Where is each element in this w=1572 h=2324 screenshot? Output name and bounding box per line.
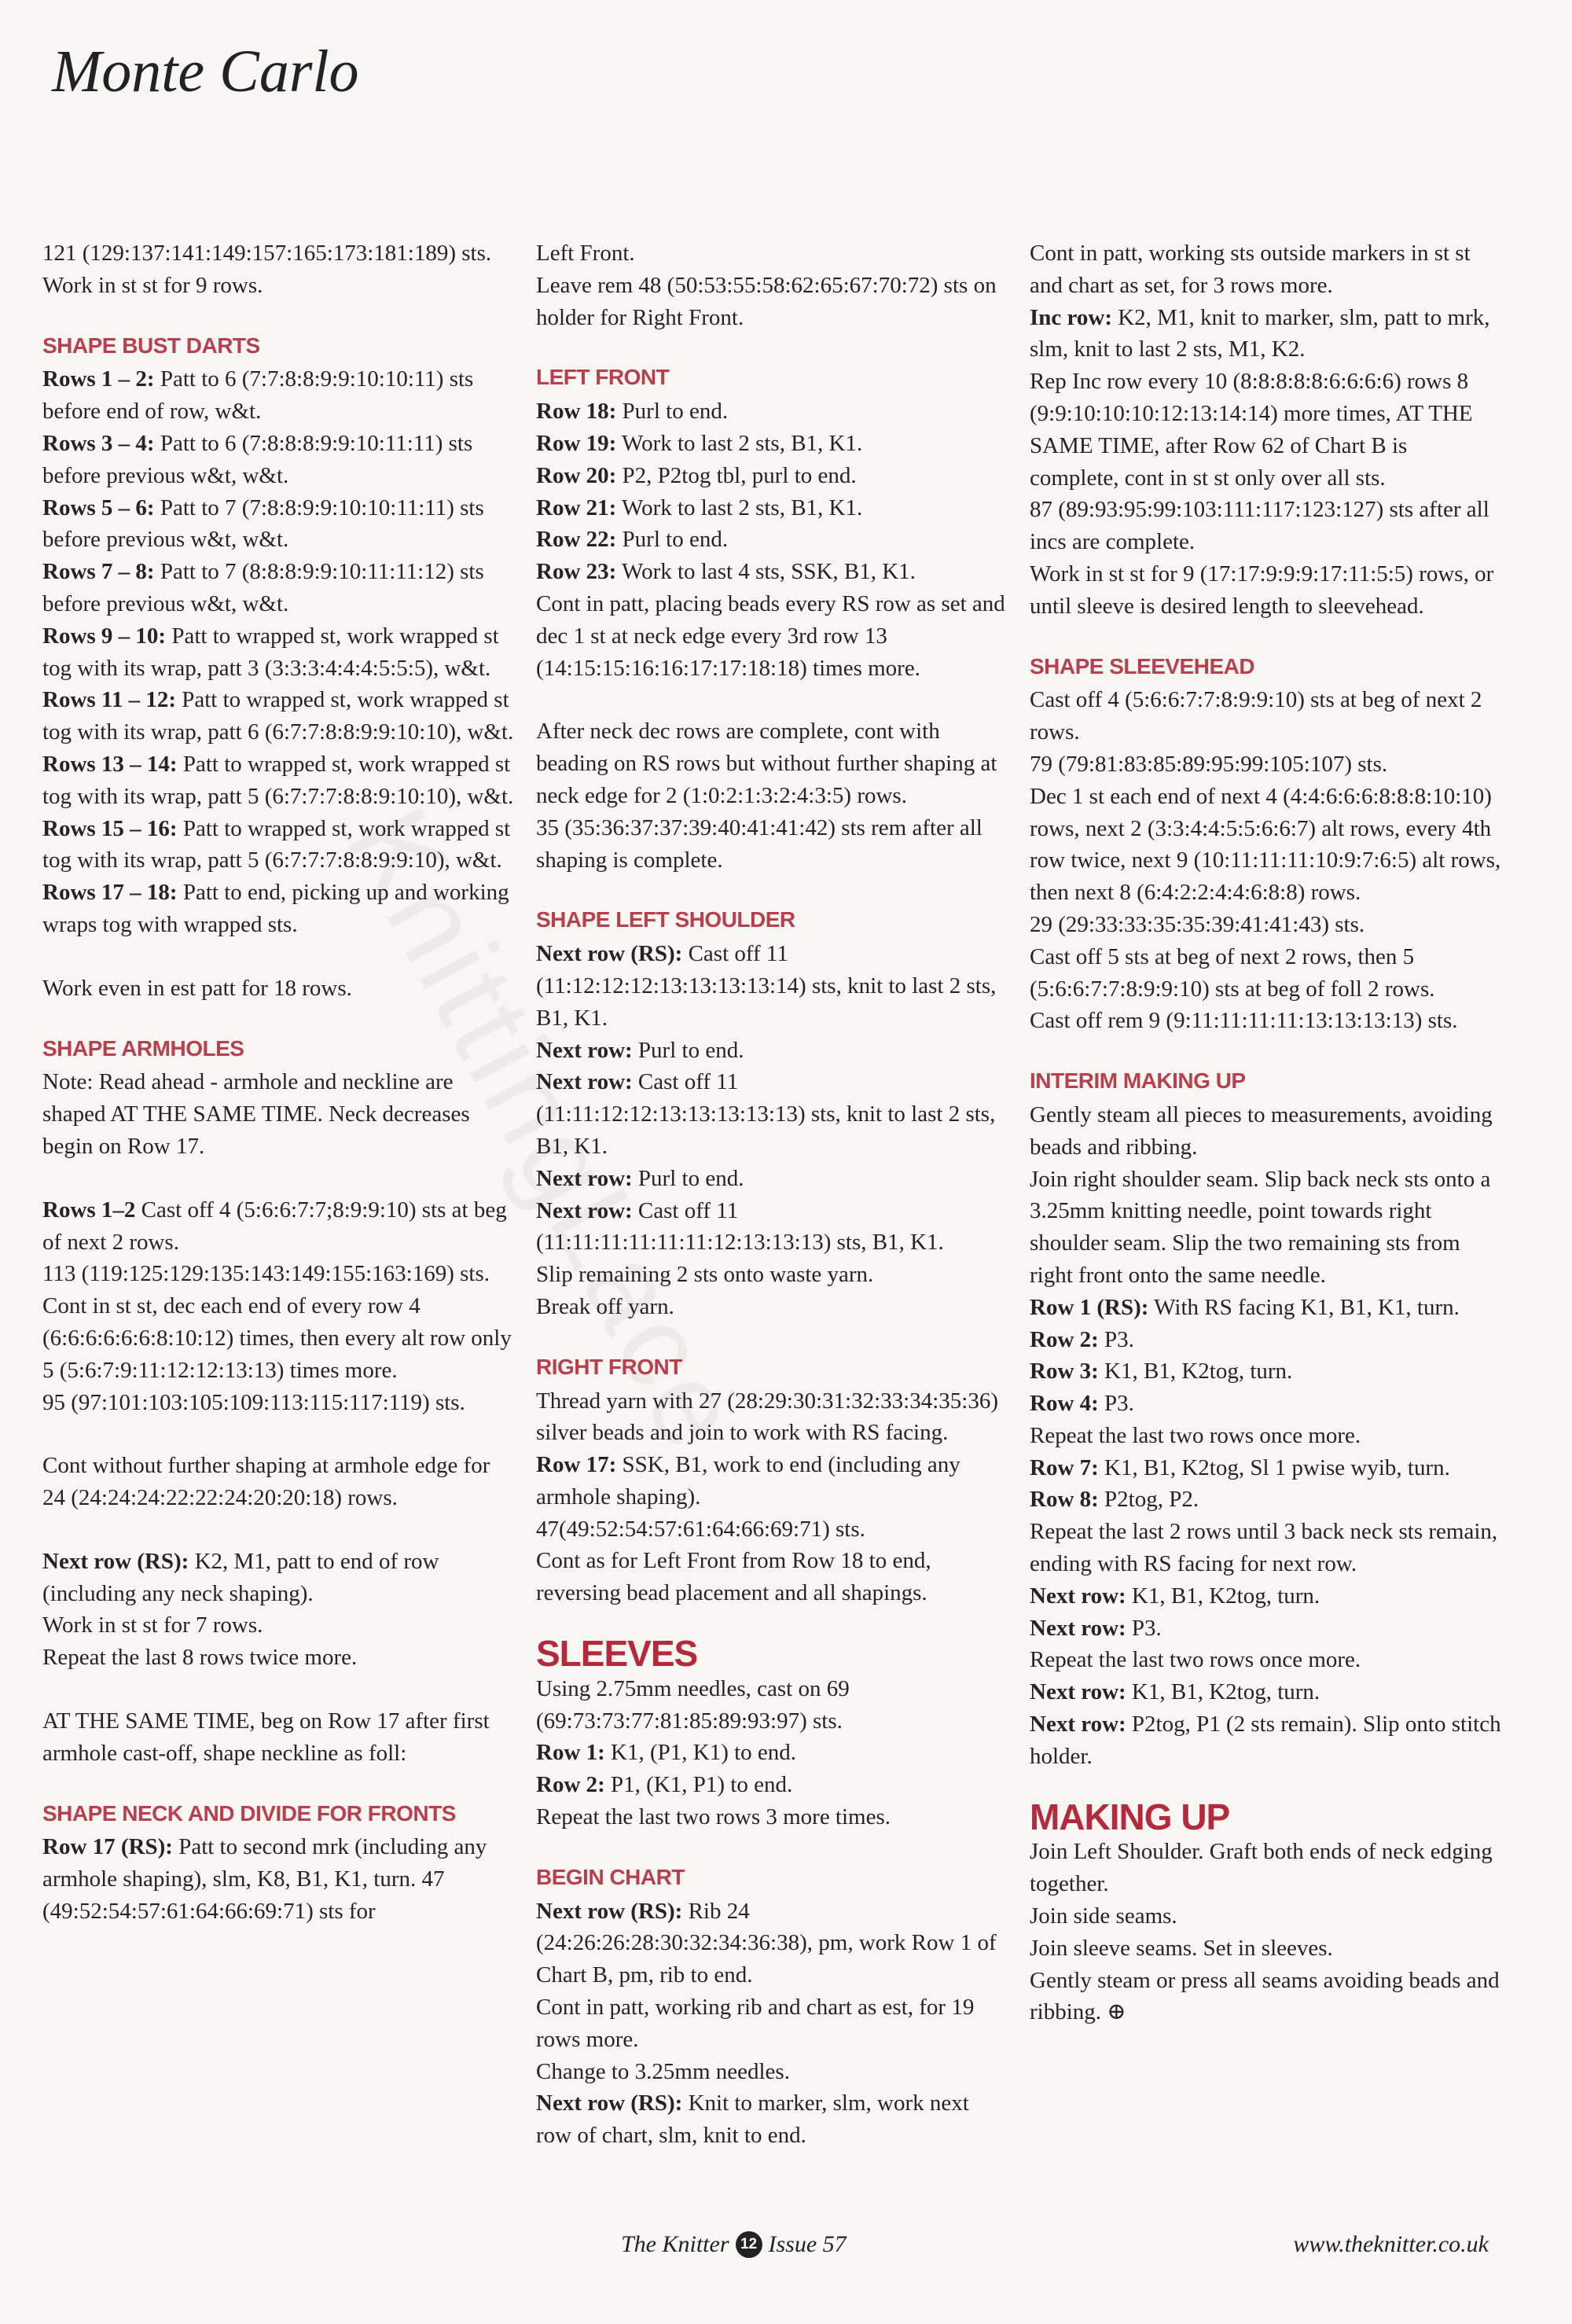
step-text: Repeat the last two rows once more. <box>1030 1422 1361 1448</box>
step-text: P2, P2tog tbl, purl to end. <box>622 462 857 488</box>
page-title: Monte Carlo <box>52 39 359 105</box>
step-text: Gently steam all pieces to measurements, avoiding beads and ribbing. Join right shoulder seam. Slip back neck sts onto a 3.25mm knitting needle, point towards right shoulder seam. Slip the two remaining sts from right front onto the same needle. <box>1030 1101 1493 1288</box>
step-label: Row 2: <box>1030 1326 1099 1352</box>
instruction-step <box>536 2087 1008 2152</box>
step-text: K1, B1, K2tog, turn. <box>1131 1679 1320 1705</box>
magazine-name: The Knitter <box>621 2231 729 2257</box>
step-text: Patt to wrapped st, work wrapped st tog with its wrap, patt 5 (6:7:7:7:8:8:9:10:10), w&t. <box>42 751 514 809</box>
step-text: K2, M1, patt to end of row (including any neck shaping). Work in st st for 7 rows. Repeat the last 8 rows twice more. <box>42 1548 439 1671</box>
step-text: Purl to end. <box>622 399 729 425</box>
step-text: Work to last 2 sts, B1, K1. <box>622 495 863 520</box>
step-text: Using 2.75mm needles, cast on 69 (69:73:73:77:81:85:89:93:97) sts. <box>536 1675 850 1734</box>
instruction-step <box>536 1163 1008 1195</box>
step-text: Patt to 7 (7:8:8:9:9:10:10:11:11) sts before previous w&t, w&t. <box>42 495 484 553</box>
issue-label: Issue 57 <box>768 2231 847 2257</box>
step-text: After neck dec rows are complete, cont with beading on RS rows but without further shaping at neck edge for 2 (1:0:2:1:3:2:4:3:5) rows. 35 (35:36:37:37:39:40:41:41:42) sts rem after all shaping is complete. <box>536 719 997 873</box>
section-heading: INTERIM MAKING UP <box>1030 1068 1246 1094</box>
step-text: K1, (P1, K1) to end. <box>611 1740 797 1766</box>
step-text: Join Left Shoulder. Graft both ends of neck edging together. Join side seams. Join sleeve seams. Set in sleeves. Gently steam or press all seams avoiding beads and ribbing. ⊕ <box>1030 1839 1500 2025</box>
column-3 <box>1030 237 1501 2028</box>
section-heading: SHAPE ARMHOLES <box>42 1035 244 1061</box>
instruction-step <box>42 428 514 492</box>
instruction-step <box>42 1546 514 1674</box>
step-text: Thread yarn with 27 (28:29:30:31:32:33:34:35:36) silver beads and join to work with RS facing. <box>536 1388 998 1446</box>
instruction-text <box>1030 684 1501 1037</box>
step-text: P2tog, P1 (2 sts remain). Slip onto stitch holder. <box>1030 1712 1501 1769</box>
instruction-text <box>536 588 1008 684</box>
step-text: Work to last 2 sts, B1, K1. <box>622 430 863 456</box>
instruction-step <box>536 460 1008 492</box>
instruction-text <box>42 973 514 1005</box>
step-label: Next row: <box>1030 1712 1126 1737</box>
step-text: K1, B1, K2tog, turn. <box>1131 1583 1320 1609</box>
step-label: Next row (RS): <box>536 1898 683 1924</box>
step-text: Knit to marker, slm, work next row of chart, slm, knit to end. <box>536 2090 969 2149</box>
instruction-step <box>1030 1324 1501 1356</box>
instruction-step <box>536 1449 1008 1609</box>
step-label: Rows 9 – 10: <box>42 623 167 649</box>
step-label: Next row: <box>1030 1615 1126 1641</box>
step-text: 121 (129:137:141:149:157:165:173:181:189) sts. Work in st st for 9 rows. <box>42 241 492 298</box>
section-heading: SHAPE LEFT SHOULDER <box>536 907 795 932</box>
instruction-step <box>42 556 514 620</box>
column-1 <box>42 237 514 1928</box>
instruction-step <box>536 395 1008 428</box>
step-label: Next row: <box>1030 1679 1126 1705</box>
instruction-step <box>1030 1612 1501 1645</box>
step-text: Patt to 7 (8:8:8:9:9:10:11:11:12) sts before previous w&t, w&t. <box>42 559 484 616</box>
step-label: Rows 17 – 18: <box>42 880 178 906</box>
instruction-text <box>42 1066 514 1162</box>
step-text: Patt to wrapped st, work wrapped st tog with its wrap, patt 6 (6:7:7:8:8:9:9:10:10), w&t. <box>42 687 514 745</box>
section-heading: SHAPE NECK AND DIVIDE FOR FRONTS <box>42 1800 456 1826</box>
instruction-step <box>1030 1708 1501 1773</box>
step-text: Cast off 4 (5:6:6:7:7:8:9:9:10) sts at beg of next 2 rows. 79 (79:81:83:85:89:95:99:105:107) sts. Dec 1 st each end of next 4 (4:4:6:6:6:8:8:8:10:10) rows, next 2 (3:3:4:4:5:5:6:6:7) alt rows, every 4th row twice, next 9 (10:11:11:11:10:9:7:6:5) alt rows, then next 8 (6:4:2:2:4:4:6:8:8) rows. 29 (29:33:33:35:35:39:41:41:43) sts. Cast off 5 sts at beg of next 2 rows, then 5 (5:6:6:7:7:8:9:9:10) sts at beg of foll 2 rows. Cast off rem 9 (9:11:11:11:11:13:13:13:13) sts. <box>1030 687 1501 1034</box>
step-text: Cont in patt, working sts outside markers in st st and chart as set, for 3 rows more. <box>1030 241 1471 298</box>
step-text: SSK, B1, work to end (including any armhole shaping). 47(49:52:54:57:61:64:66:69:71) sts. Cont as for Left Front from Row 18 to end, reversing bead placement and all shapings. <box>536 1452 960 1606</box>
instruction-step <box>536 1737 1008 1769</box>
step-label: Row 21: <box>536 495 617 520</box>
step-label: Row 7: <box>1030 1454 1099 1480</box>
step-label: Row 4: <box>1030 1391 1099 1417</box>
instruction-text <box>1030 1420 1501 1452</box>
step-text: Work even in est patt for 18 rows. <box>42 975 352 1001</box>
step-label: Row 3: <box>1030 1359 1099 1384</box>
step-label: Next row (RS): <box>536 941 683 967</box>
step-label: Row 17 (RS): <box>42 1834 173 1860</box>
instruction-step <box>1030 1452 1501 1484</box>
step-label: Next row (RS): <box>42 1548 189 1574</box>
step-text: AT THE SAME TIME, beg on Row 17 after first armhole cast-off, shape neckline as foll: <box>42 1708 490 1766</box>
instruction-step <box>42 492 514 557</box>
step-text: K2, M1, knit to marker, slm, patt to mrk, slm, knit to last 2 sts, M1, K2. Rep Inc row every 10 (8:8:8:8:8:6:6:6:6) rows 8 (9:9:10:10:10:12:13:14:14) more times, AT THE SAME TIME, after Row 62 of Chart B is complete, cont in st st only over all sts. 87 (89:93:95:99:103:111:117:123:127) sts after all incs are complete. Work in st st for 9 (17:17:9:9:9:17:11:5:5) rows, or until sleeve is desired length to sleevehead. <box>1030 304 1494 619</box>
step-label: Inc row: <box>1030 304 1112 330</box>
step-label: Row 1 (RS): <box>1030 1294 1149 1320</box>
step-text: Cont without further shaping at armhole edge for 24 (24:24:24:22:22:24:20:20:18) rows. <box>42 1453 490 1511</box>
step-text: Purl to end. <box>637 1037 744 1063</box>
step-text: Purl to end. <box>637 1165 744 1191</box>
instruction-step <box>536 1035 1008 1067</box>
instruction-step <box>1030 1292 1501 1324</box>
instruction-step <box>42 620 514 685</box>
instruction-text <box>536 1801 1008 1833</box>
instruction-text <box>1030 1516 1501 1580</box>
instruction-text <box>1030 1644 1501 1676</box>
instruction-step <box>1030 1484 1501 1516</box>
section-heading: LEFT FRONT <box>536 365 670 390</box>
step-label: Row 17: <box>536 1452 617 1478</box>
instruction-text <box>1030 1099 1501 1292</box>
instruction-step <box>42 1194 514 1419</box>
step-label: Rows 1–2 <box>42 1197 136 1223</box>
instruction-step <box>536 428 1008 460</box>
section-heading: SHAPE BUST DARTS <box>42 333 260 358</box>
footer-url[interactable]: www.theknitter.co.uk <box>1293 2231 1489 2257</box>
instruction-step <box>536 1896 1008 2088</box>
instruction-text <box>1030 237 1501 302</box>
section-heading: BEGIN CHART <box>536 1864 685 1889</box>
instruction-step <box>42 813 514 877</box>
instruction-step <box>536 1195 1008 1323</box>
step-text: Patt to 6 (7:8:8:8:9:9:10:11:11) sts before previous w&t, w&t. <box>42 430 473 488</box>
page-number-badge: 12 <box>736 2231 762 2258</box>
step-label: Rows 13 – 14: <box>42 751 178 777</box>
step-text: Note: Read ahead - armhole and neckline are shaped AT THE SAME TIME. Neck decreases begin on Row 17. <box>42 1069 470 1159</box>
step-label: Row 23: <box>536 559 617 585</box>
step-text: Rib 24 (24:26:26:28:30:32:34:36:38), pm, work Row 1 of Chart B, pm, rib to end. Cont in patt, working rib and chart as est, for 19 rows more. Change to 3.25mm needles. <box>536 1898 997 2084</box>
instruction-step <box>536 938 1008 1034</box>
instruction-text <box>536 1673 1008 1737</box>
instruction-step <box>536 1066 1008 1162</box>
step-text: Work to last 4 sts, SSK, B1, K1. <box>622 559 916 585</box>
instruction-step <box>42 877 514 941</box>
step-text: With RS facing K1, B1, K1, turn. <box>1154 1294 1460 1320</box>
step-label: Row 20: <box>536 462 617 488</box>
instruction-step <box>536 556 1008 588</box>
step-label: Next row: <box>536 1197 633 1223</box>
step-label: Row 8: <box>1030 1487 1099 1513</box>
step-text: Cast off 11 (11:11:12:12:13:13:13:13:13) sts, knit to last 2 sts, B1, K1. <box>536 1069 996 1159</box>
step-text: Patt to wrapped st, work wrapped st tog with its wrap, patt 5 (6:7:7:7:8:8:9:9:10), w&t. <box>42 815 511 873</box>
major-section-heading: MAKING UP <box>1030 1796 1230 1837</box>
step-label: Rows 15 – 16: <box>42 815 178 841</box>
step-text: Cast off 11 (11:12:12:12:13:13:13:13:14) sts, knit to last 2 sts, B1, K1. <box>536 941 997 1031</box>
instruction-step <box>1030 1355 1501 1388</box>
instruction-text <box>536 237 1008 333</box>
instruction-text <box>42 1705 514 1770</box>
step-text: Patt to wrapped st, work wrapped st tog with its wrap, patt 3 (3:3:3:4:4:4:5:5:5), w&t. <box>42 623 499 681</box>
step-text: Left Front. Leave rem 48 (50:53:55:58:62:65:67:70:72) sts on holder for Right Front. <box>536 241 997 330</box>
instruction-text <box>42 1450 514 1514</box>
instruction-step <box>42 684 514 748</box>
section-heading: SHAPE SLEEVEHEAD <box>1030 653 1255 678</box>
step-text: Repeat the last 2 rows until 3 back neck sts remain, ending with RS facing for next row. <box>1030 1519 1498 1577</box>
step-label: Row 1: <box>536 1740 605 1766</box>
step-label: Row 18: <box>536 399 617 425</box>
step-text: Patt to second mrk (including any armhole shaping), slm, K8, B1, K1, turn. 47 (49:52:54:57:61:64:66:69:71) sts for <box>42 1834 487 1925</box>
instruction-step <box>1030 1388 1501 1420</box>
instruction-step <box>42 1831 514 1927</box>
step-text: Patt to end, picking up and working wraps tog with wrapped sts. <box>42 880 509 937</box>
step-text: P2tog, P2. <box>1104 1487 1199 1513</box>
step-label: Next row: <box>536 1037 633 1063</box>
step-text: P3. <box>1104 1391 1134 1417</box>
step-text: Repeat the last two rows once more. <box>1030 1647 1361 1673</box>
step-label: Rows 7 – 8: <box>42 559 155 585</box>
instruction-step <box>1030 302 1501 623</box>
step-label: Rows 5 – 6: <box>42 495 155 520</box>
step-text: Patt to 6 (7:7:8:8:9:9:10:10:11) sts before end of row, w&t. <box>42 366 474 425</box>
step-text: Cont in patt, placing beads every RS row as set and dec 1 st at neck edge every 3rd row 13 (14:15:15:16:16:17:17:18:18) times more. <box>536 590 1005 681</box>
step-text: Cast off 11 (11:11:11:11:11:11:12:13:13:13) sts, B1, K1. Slip remaining 2 sts onto waste yarn. Break off yarn. <box>536 1197 944 1319</box>
instruction-text <box>536 715 1008 876</box>
instruction-step <box>536 492 1008 524</box>
instruction-step <box>536 1769 1008 1801</box>
instruction-step <box>536 524 1008 556</box>
instruction-step <box>1030 1676 1501 1708</box>
step-text: K1, B1, K2tog, Sl 1 pwise wyib, turn. <box>1104 1454 1450 1480</box>
step-label: Next row: <box>536 1069 633 1095</box>
step-text: P3. <box>1104 1326 1134 1352</box>
instruction-step <box>42 748 514 813</box>
step-label: Row 2: <box>536 1772 605 1798</box>
instruction-text <box>42 237 514 302</box>
step-text: P1, (K1, P1) to end. <box>611 1772 793 1798</box>
instruction-text <box>1030 1836 1501 2028</box>
section-heading: RIGHT FRONT <box>536 1354 682 1379</box>
instruction-step <box>42 363 514 428</box>
footer-magazine <box>621 2231 847 2258</box>
step-label: Rows 3 – 4: <box>42 430 155 456</box>
major-section-heading: SLEEVES <box>536 1633 698 1675</box>
instruction-step <box>1030 1580 1501 1612</box>
step-text: P3. <box>1131 1615 1162 1641</box>
step-text: Purl to end. <box>622 527 729 553</box>
step-label: Rows 1 – 2: <box>42 366 155 392</box>
step-label: Next row: <box>536 1165 633 1191</box>
step-text: Cast off 4 (5:6:6:7:7;8:9:9:10) sts at beg of next 2 rows. 113 (119:125:129:135:143:149:155:163:169) sts. Cont in st st, dec each end of every row 4 (6:6:6:6:6:6:8:10:12) times, then every alt row only 5 (5:6:7:9:11:12:12:13:13) times more. 95 (97:101:103:105:109:113:115:117:119) sts. <box>42 1197 512 1415</box>
instruction-text <box>536 1385 1008 1450</box>
column-2 <box>536 237 1008 2152</box>
step-text: K1, B1, K2tog, turn. <box>1104 1359 1293 1384</box>
step-label: Next row: <box>1030 1583 1126 1609</box>
step-text: Repeat the last two rows 3 more times. <box>536 1804 891 1830</box>
step-label: Row 19: <box>536 430 617 456</box>
step-label: Row 22: <box>536 527 617 553</box>
step-label: Next row (RS): <box>536 2090 683 2116</box>
step-label: Rows 11 – 12: <box>42 687 176 713</box>
